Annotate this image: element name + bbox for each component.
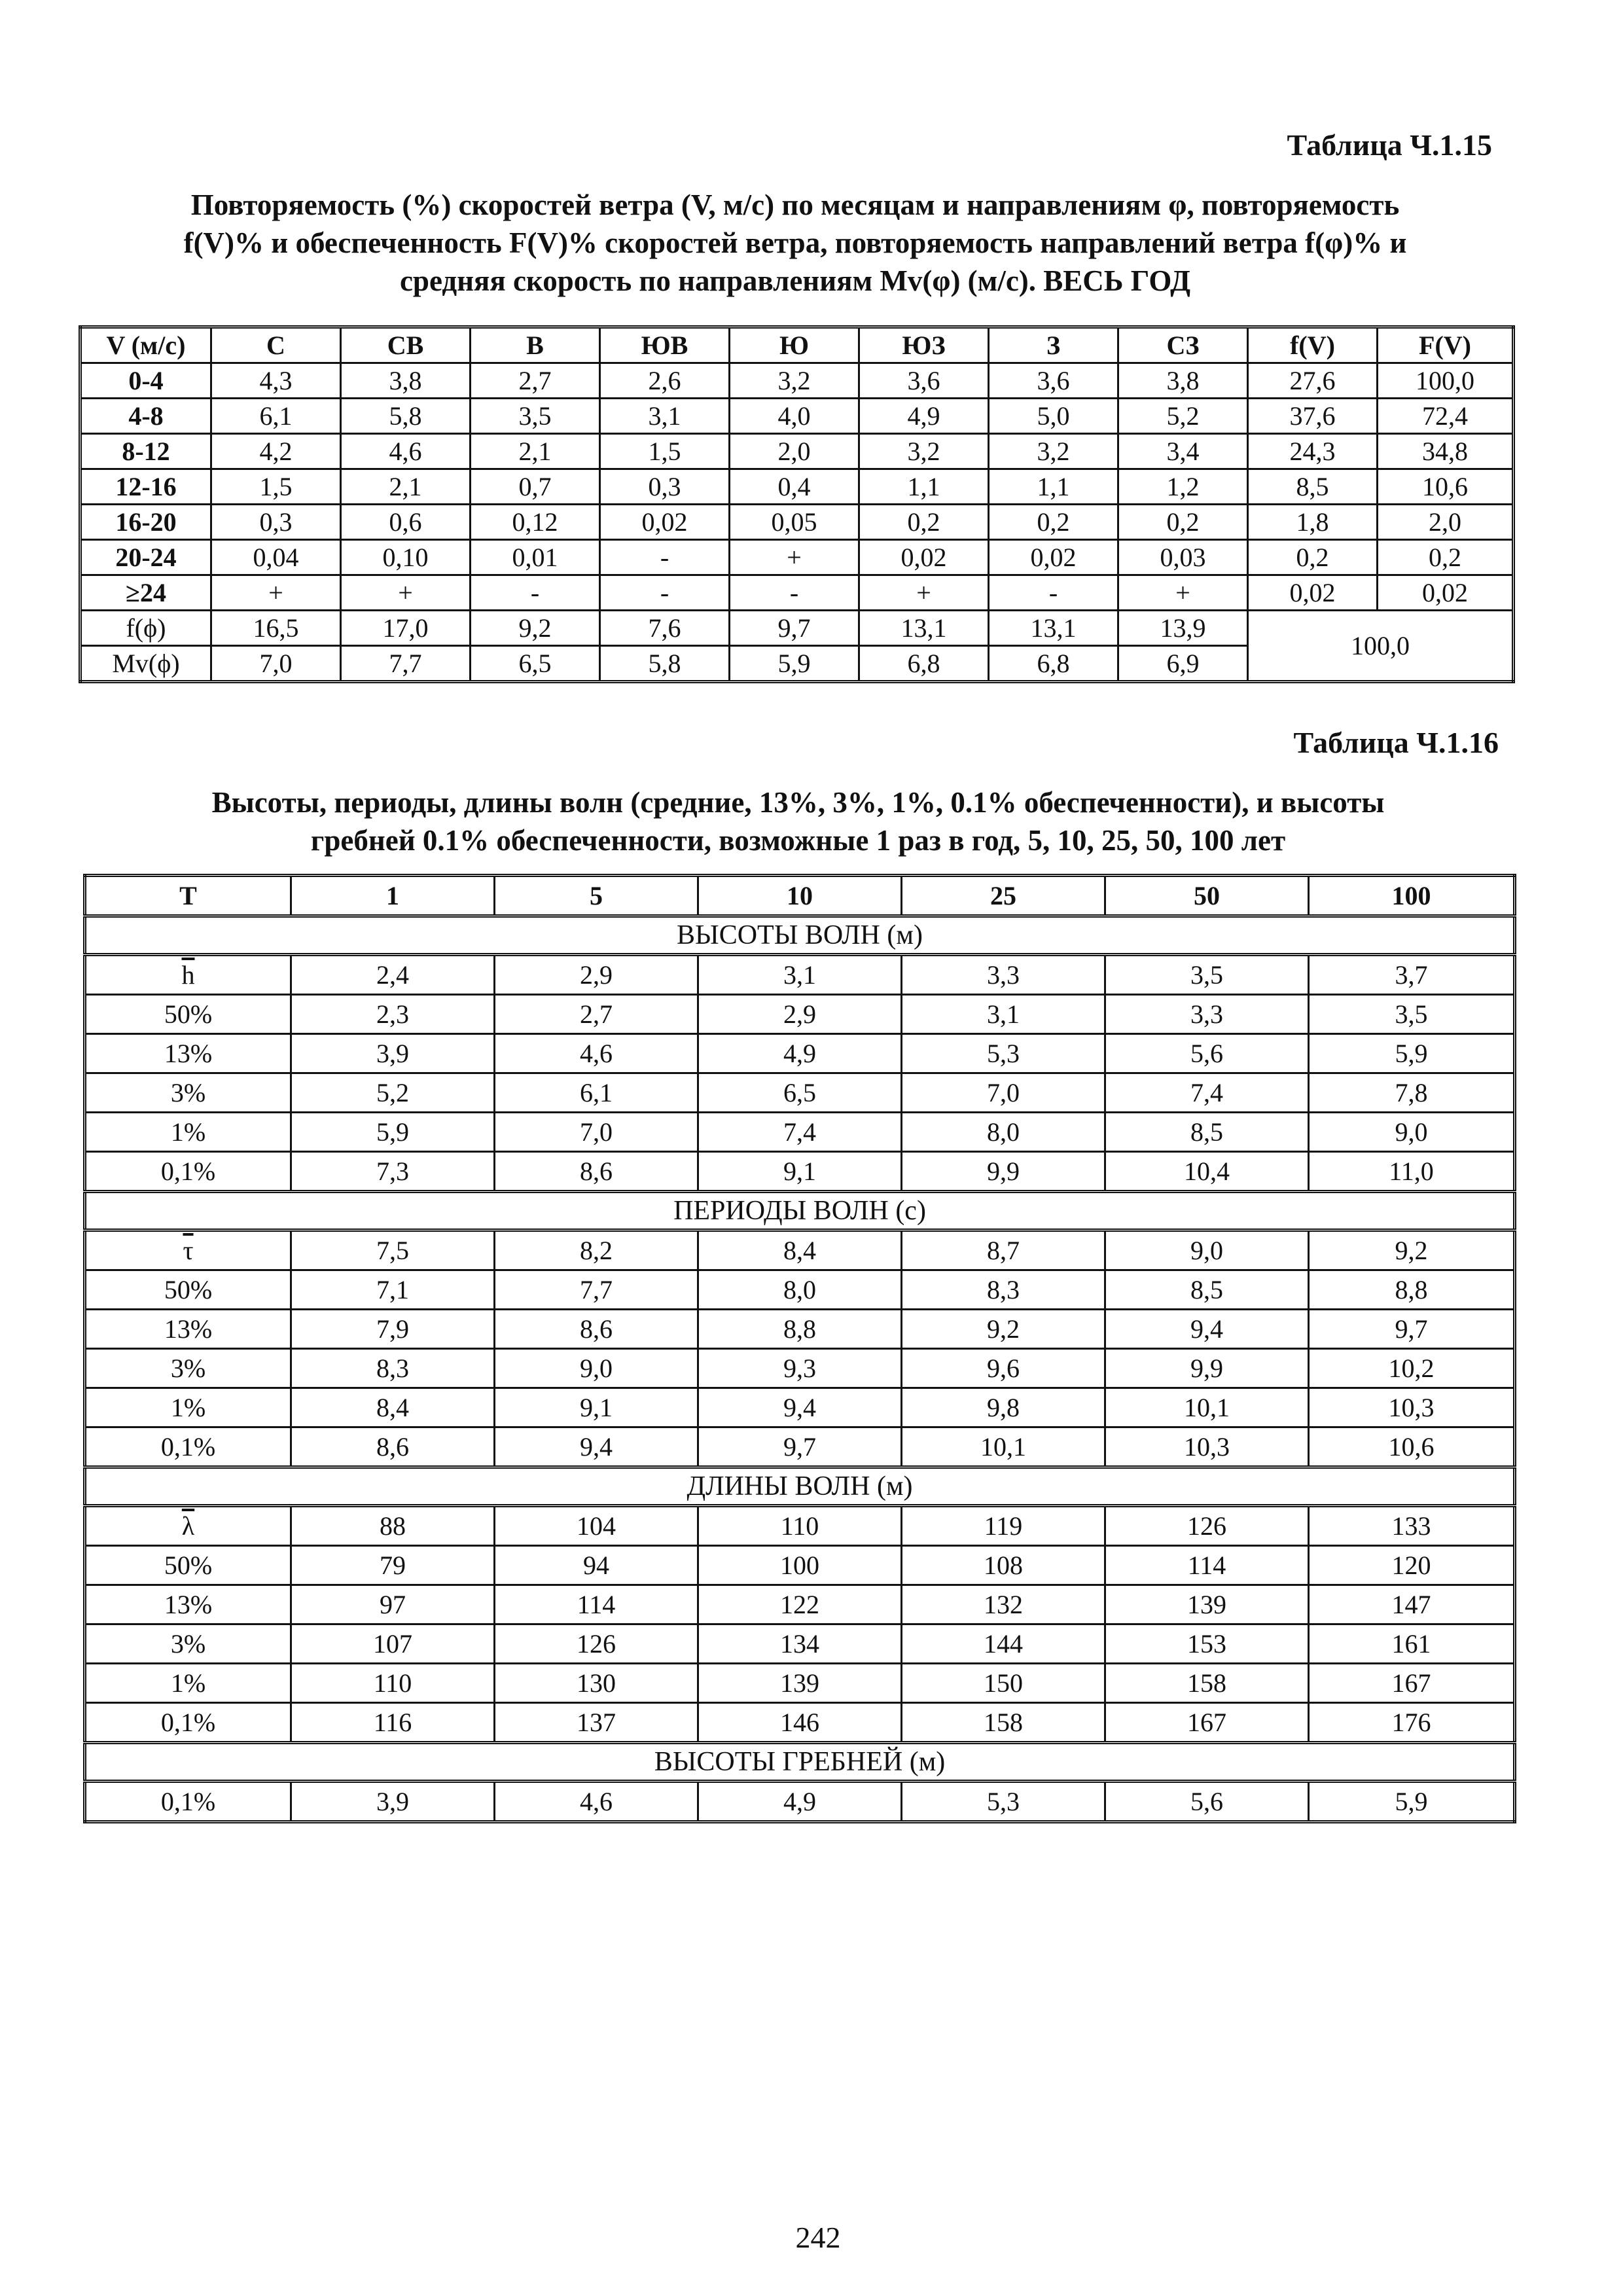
table1-header-cell: ЮВ	[600, 327, 730, 363]
table1-header-cell: f(V)	[1248, 327, 1378, 363]
table-cell: 5,2	[291, 1073, 495, 1113]
speed-range-cell: ≥24	[80, 575, 211, 611]
table2-header-cell: 10	[698, 876, 902, 916]
section-title-cell: ДЛИНЫ ВОЛН (м)	[85, 1467, 1515, 1506]
table-cell: 7,0	[211, 646, 341, 682]
table-cell: 79	[291, 1546, 495, 1585]
table-cell: 7,1	[291, 1270, 495, 1310]
table-cell: 9,7	[1309, 1310, 1515, 1349]
table2-title	[83, 783, 1513, 859]
table-row	[85, 1506, 1515, 1546]
table-cell: 126	[1105, 1506, 1309, 1546]
table-cell: +	[730, 540, 859, 575]
table-cell: 9,0	[495, 1349, 698, 1388]
table-cell: 4,3	[211, 363, 341, 399]
table-cell: 0,2	[989, 505, 1118, 540]
row-label-cell: f(ϕ)	[80, 611, 211, 646]
table-cell: 2,9	[698, 995, 902, 1034]
table-row	[80, 363, 1514, 399]
table-cell: 104	[495, 1506, 698, 1546]
table-row	[80, 469, 1514, 505]
table-cell: 0,02	[859, 540, 989, 575]
table-cell: 0,3	[600, 469, 730, 505]
table-cell: 5,2	[1118, 399, 1248, 434]
table-cell: 161	[1309, 1624, 1515, 1664]
table-cell: 108	[902, 1546, 1105, 1585]
table-cell: 3,8	[1118, 363, 1248, 399]
table-row	[85, 1113, 1515, 1152]
table1-header-cell: С	[211, 327, 341, 363]
section-title-row	[85, 1467, 1515, 1506]
speed-range-cell: 12-16	[80, 469, 211, 505]
table-cell: -	[989, 575, 1118, 611]
table-cell: 0,7	[471, 469, 600, 505]
table-cell: 2,1	[341, 469, 471, 505]
table-cell: 2,4	[291, 955, 495, 995]
table-cell: 0,4	[730, 469, 859, 505]
table-row	[80, 399, 1514, 434]
table-cell: 3,1	[600, 399, 730, 434]
table-cell: 5,0	[989, 399, 1118, 434]
section-title-row	[85, 1743, 1515, 1782]
row-label-cell: 0,1%	[85, 1703, 291, 1743]
table-cell: 4,9	[859, 399, 989, 434]
table-cell: 4,9	[698, 1034, 902, 1073]
table-cell: 9,4	[1105, 1310, 1309, 1349]
section-title-row	[85, 1192, 1515, 1230]
table-cell: 137	[495, 1703, 698, 1743]
table-cell: 0,2	[1378, 540, 1514, 575]
table-cell: 8,8	[698, 1310, 902, 1349]
table-cell: 3,1	[902, 995, 1105, 1034]
table-cell: 72,4	[1378, 399, 1514, 434]
table-row	[85, 1703, 1515, 1743]
table-cell: 4,2	[211, 434, 341, 469]
table-row	[85, 1349, 1515, 1388]
table-cell: 9,7	[730, 611, 859, 646]
table-cell: 7,5	[291, 1230, 495, 1270]
table-row	[85, 1310, 1515, 1349]
table-cell: 3,5	[471, 399, 600, 434]
table-cell: 7,0	[495, 1113, 698, 1152]
section-title-row	[85, 916, 1515, 955]
table-cell: 100	[698, 1546, 902, 1585]
table-cell: 5,3	[902, 1782, 1105, 1822]
table-row	[85, 955, 1515, 995]
table-cell: 10,1	[1105, 1388, 1309, 1427]
table-cell: 3,8	[341, 363, 471, 399]
table-cell: +	[211, 575, 341, 611]
table1-header-cell: В	[471, 327, 600, 363]
table-cell: 167	[1105, 1703, 1309, 1743]
speed-range-cell: 16-20	[80, 505, 211, 540]
table-cell: 7,9	[291, 1310, 495, 1349]
table-cell: 2,9	[495, 955, 698, 995]
table-cell: 0,02	[989, 540, 1118, 575]
table-cell: 4,0	[730, 399, 859, 434]
speed-range-cell: 20-24	[80, 540, 211, 575]
table-cell: 7,4	[698, 1113, 902, 1152]
page-number: 242	[795, 2221, 841, 2254]
table-cell: 0,02	[1378, 575, 1514, 611]
table-cell: 3,2	[730, 363, 859, 399]
table-cell: 1,8	[1248, 505, 1378, 540]
table-cell: 8,0	[902, 1113, 1105, 1152]
table-cell: 2,0	[1378, 505, 1514, 540]
table-cell: 2,3	[291, 995, 495, 1034]
table-cell: 13,1	[859, 611, 989, 646]
table-cell: 139	[1105, 1585, 1309, 1624]
table-cell: 8,6	[495, 1310, 698, 1349]
speed-range-cell: 8-12	[80, 434, 211, 469]
table-cell: 176	[1309, 1703, 1515, 1743]
table-row	[85, 1546, 1515, 1585]
table-cell: 5,6	[1105, 1034, 1309, 1073]
speed-range-cell: 0-4	[80, 363, 211, 399]
table-cell: 7,3	[291, 1152, 495, 1192]
table-cell: 100,0	[1378, 363, 1514, 399]
table-cell: 0,02	[1248, 575, 1378, 611]
table-cell: -	[730, 575, 859, 611]
table-cell: 9,0	[1309, 1113, 1515, 1152]
table2-header-cell: T	[85, 876, 291, 916]
table-cell: 150	[902, 1664, 1105, 1703]
row-label-cell: Mv(ϕ)	[80, 646, 211, 682]
table1-title-line-3: средняя скорость по направлениям Mv(φ) (м/с). ВЕСЬ ГОД	[399, 264, 1191, 297]
table-cell: 10,3	[1309, 1388, 1515, 1427]
row-label-cell: 0,1%	[85, 1782, 291, 1822]
speed-range-cell: 4-8	[80, 399, 211, 434]
row-label-cell: $\overline{\lambda}$	[85, 1506, 291, 1546]
table1-header-cell: СВ	[341, 327, 471, 363]
table-cell: 4,6	[495, 1034, 698, 1073]
table-cell: -	[600, 575, 730, 611]
table-cell: 37,6	[1248, 399, 1378, 434]
table1-header-cell: V (м/с)	[80, 327, 211, 363]
table-row	[85, 1034, 1515, 1073]
section-title-cell: ВЫСОТЫ ГРЕБНЕЙ (м)	[85, 1743, 1515, 1782]
table-cell: 2,1	[471, 434, 600, 469]
table-cell: 13,1	[989, 611, 1118, 646]
table-cell: 3,2	[859, 434, 989, 469]
table-cell: 34,8	[1378, 434, 1514, 469]
table-cell: 3,4	[1118, 434, 1248, 469]
table-cell: 1,5	[600, 434, 730, 469]
table-cell: 8,4	[698, 1230, 902, 1270]
table1-title-line-1: Повторяемость (%) скоростей ветра (V, м/с) по месяцам и направлениям φ, повторяемость	[190, 188, 1400, 221]
table-cell: 119	[902, 1506, 1105, 1546]
table-cell: 7,7	[495, 1270, 698, 1310]
table-cell: 6,1	[211, 399, 341, 434]
table-cell: 9,4	[698, 1388, 902, 1427]
table-cell: 116	[291, 1703, 495, 1743]
table-cell: 6,8	[989, 646, 1118, 682]
table-row	[85, 1270, 1515, 1310]
table2-header-cell: 50	[1105, 876, 1309, 916]
table-cell: 4,9	[698, 1782, 902, 1822]
table-cell: 0,12	[471, 505, 600, 540]
table-cell: 5,9	[291, 1113, 495, 1152]
table-row	[80, 575, 1514, 611]
table2-label: Таблица Ч.1.16	[1293, 726, 1499, 759]
table-cell: 9,2	[1309, 1230, 1515, 1270]
table-cell: 3,9	[291, 1782, 495, 1822]
table1-header-cell: ЮЗ	[859, 327, 989, 363]
table-cell: 0,04	[211, 540, 341, 575]
table-cell: 13,9	[1118, 611, 1248, 646]
table-cell: 0,02	[600, 505, 730, 540]
direction-frequency-row	[80, 611, 1514, 646]
table-cell: 107	[291, 1624, 495, 1664]
table-cell: 158	[1105, 1664, 1309, 1703]
table-cell: 9,4	[495, 1427, 698, 1467]
table-cell: 10,4	[1105, 1152, 1309, 1192]
table-cell: 114	[1105, 1546, 1309, 1585]
row-label-cell: 50%	[85, 995, 291, 1034]
row-label-cell: $\overline{h}$	[85, 955, 291, 995]
table-cell: 9,9	[1105, 1349, 1309, 1388]
table-cell: 9,8	[902, 1388, 1105, 1427]
table-cell: 9,0	[1105, 1230, 1309, 1270]
table-cell: 0,3	[211, 505, 341, 540]
row-label-cell: 13%	[85, 1585, 291, 1624]
table-cell: 146	[698, 1703, 902, 1743]
table-cell: 5,9	[1309, 1034, 1515, 1073]
table-cell: 6,5	[698, 1073, 902, 1113]
table-row	[85, 1585, 1515, 1624]
table-cell: -	[471, 575, 600, 611]
table-cell: 8,0	[698, 1270, 902, 1310]
table2-header-cell: 25	[902, 876, 1105, 916]
table-cell: 0,03	[1118, 540, 1248, 575]
table-cell: 5,8	[600, 646, 730, 682]
wind-speed-table	[79, 325, 1515, 683]
table1-label: Таблица Ч.1.15	[1287, 128, 1492, 162]
row-label-cell: 3%	[85, 1073, 291, 1113]
table-cell: 0,01	[471, 540, 600, 575]
table-cell: 1,2	[1118, 469, 1248, 505]
table-cell: 10,6	[1309, 1427, 1515, 1467]
table-cell: 1,1	[859, 469, 989, 505]
table-cell: 110	[291, 1664, 495, 1703]
table-cell: 0,2	[1248, 540, 1378, 575]
table-cell: 5,8	[341, 399, 471, 434]
table-cell: 2,7	[495, 995, 698, 1034]
table-cell: 9,7	[698, 1427, 902, 1467]
table-cell: 2,7	[471, 363, 600, 399]
table-cell: 3,6	[989, 363, 1118, 399]
table-cell: 126	[495, 1624, 698, 1664]
row-label-cell: 13%	[85, 1034, 291, 1073]
table-cell: 8,2	[495, 1230, 698, 1270]
table-cell: 7,4	[1105, 1073, 1309, 1113]
table-row	[80, 505, 1514, 540]
table-cell: 5,9	[1309, 1782, 1515, 1822]
table-cell: 139	[698, 1664, 902, 1703]
table-cell: 2,6	[600, 363, 730, 399]
table-cell: 7,8	[1309, 1073, 1515, 1113]
total-cell: 100,0	[1248, 611, 1514, 682]
table-cell: 9,6	[902, 1349, 1105, 1388]
table-cell: 8,3	[291, 1349, 495, 1388]
table1-header-cell: З	[989, 327, 1118, 363]
table-cell: 167	[1309, 1664, 1515, 1703]
table-cell: 1,1	[989, 469, 1118, 505]
table-cell: 9,9	[902, 1152, 1105, 1192]
table-cell: 8,5	[1248, 469, 1378, 505]
table-cell: 6,8	[859, 646, 989, 682]
table-cell: 6,9	[1118, 646, 1248, 682]
table-cell: 8,6	[495, 1152, 698, 1192]
table-cell: 1,5	[211, 469, 341, 505]
table-cell: 0,10	[341, 540, 471, 575]
table-cell: 24,3	[1248, 434, 1378, 469]
table-row	[85, 1782, 1515, 1822]
table-cell: 5,3	[902, 1034, 1105, 1073]
row-label-cell: 3%	[85, 1349, 291, 1388]
row-label-cell: 1%	[85, 1664, 291, 1703]
table-cell: 3,6	[859, 363, 989, 399]
table1-title	[79, 186, 1512, 300]
row-label-cell: 13%	[85, 1310, 291, 1349]
section-title-cell: ПЕРИОДЫ ВОЛН (с)	[85, 1192, 1515, 1230]
table-cell: 153	[1105, 1624, 1309, 1664]
table-cell: +	[341, 575, 471, 611]
table-cell: 3,7	[1309, 955, 1515, 995]
row-label-cell: $\overline{\tau}$	[85, 1230, 291, 1270]
table-cell: 94	[495, 1546, 698, 1585]
table-row	[85, 1073, 1515, 1113]
table2-title-line-1: Высоты, периоды, длины волн (средние, 13%, 3%, 1%, 0.1% обеспеченности), и высоты	[211, 786, 1385, 819]
table2-title-line-2: гребней 0.1% обеспеченности, возможные 1 раз в год, 5, 10, 25, 50, 100 лет	[310, 824, 1286, 857]
table1-header-cell: F(V)	[1378, 327, 1514, 363]
row-label-cell: 1%	[85, 1388, 291, 1427]
table-cell: 7,7	[341, 646, 471, 682]
table-cell: 8,4	[291, 1388, 495, 1427]
row-label-cell: 50%	[85, 1270, 291, 1310]
table-cell: 9,3	[698, 1349, 902, 1388]
table-cell: 3,3	[902, 955, 1105, 995]
table-row	[80, 540, 1514, 575]
row-label-cell: 50%	[85, 1546, 291, 1585]
table-cell: 0,2	[859, 505, 989, 540]
table-cell: 8,3	[902, 1270, 1105, 1310]
table-cell: 133	[1309, 1506, 1515, 1546]
table-cell: 0,6	[341, 505, 471, 540]
table-row	[85, 1152, 1515, 1192]
table2-header-cell: 5	[495, 876, 698, 916]
table-cell: 4,6	[495, 1782, 698, 1822]
table-cell: 10,1	[902, 1427, 1105, 1467]
table-cell: 4,6	[341, 434, 471, 469]
table-cell: 3,5	[1105, 955, 1309, 995]
table-cell: 0,05	[730, 505, 859, 540]
table2-header-row	[85, 876, 1515, 916]
table-cell: 10,3	[1105, 1427, 1309, 1467]
table-cell: 17,0	[341, 611, 471, 646]
table-row	[85, 1230, 1515, 1270]
table1-header-row	[80, 327, 1514, 363]
table-cell: 97	[291, 1585, 495, 1624]
table-cell: 3,9	[291, 1034, 495, 1073]
table-cell: 5,9	[730, 646, 859, 682]
table-cell: 3,1	[698, 955, 902, 995]
table-cell: 7,0	[902, 1073, 1105, 1113]
table-cell: 147	[1309, 1585, 1515, 1624]
table-cell: 10,2	[1309, 1349, 1515, 1388]
table-cell: 3,3	[1105, 995, 1309, 1034]
row-label-cell: 0,1%	[85, 1427, 291, 1467]
table-row	[85, 995, 1515, 1034]
table-row	[85, 1664, 1515, 1703]
row-label-cell: 1%	[85, 1113, 291, 1152]
section-title-cell: ВЫСОТЫ ВОЛН (м)	[85, 916, 1515, 955]
table1-header-cell: СЗ	[1118, 327, 1248, 363]
table-cell: 27,6	[1248, 363, 1378, 399]
table-cell: 158	[902, 1703, 1105, 1743]
table2-header-cell: 1	[291, 876, 495, 916]
table-cell: 120	[1309, 1546, 1515, 1585]
table-cell: 110	[698, 1506, 902, 1546]
table-cell: 132	[902, 1585, 1105, 1624]
table-cell: 8,8	[1309, 1270, 1515, 1310]
table1-header-cell: Ю	[730, 327, 859, 363]
table-cell: 6,5	[471, 646, 600, 682]
table-cell: 122	[698, 1585, 902, 1624]
table-cell: 9,2	[902, 1310, 1105, 1349]
table-cell: 10,6	[1378, 469, 1514, 505]
table-cell: +	[1118, 575, 1248, 611]
table-row	[85, 1388, 1515, 1427]
table-cell: +	[859, 575, 989, 611]
row-label-cell: 3%	[85, 1624, 291, 1664]
table-cell: -	[600, 540, 730, 575]
table-cell: 134	[698, 1624, 902, 1664]
table-cell: 8,6	[291, 1427, 495, 1467]
table-cell: 0,2	[1118, 505, 1248, 540]
table-cell: 2,0	[730, 434, 859, 469]
table-cell: 8,5	[1105, 1270, 1309, 1310]
table-cell: 144	[902, 1624, 1105, 1664]
table-cell: 9,1	[495, 1388, 698, 1427]
table-row	[85, 1624, 1515, 1664]
table-cell: 6,1	[495, 1073, 698, 1113]
table-cell: 8,5	[1105, 1113, 1309, 1152]
table-cell: 88	[291, 1506, 495, 1546]
wave-parameters-table	[83, 874, 1516, 1823]
table-cell: 130	[495, 1664, 698, 1703]
table-cell: 16,5	[211, 611, 341, 646]
table-cell: 9,2	[471, 611, 600, 646]
table-cell: 114	[495, 1585, 698, 1624]
table-cell: 3,2	[989, 434, 1118, 469]
row-label-cell: 0,1%	[85, 1152, 291, 1192]
table-cell: 3,5	[1309, 995, 1515, 1034]
table-cell: 11,0	[1309, 1152, 1515, 1192]
table-row	[85, 1427, 1515, 1467]
table-cell: 7,6	[600, 611, 730, 646]
table1-title-line-2: f(V)% и обеспеченность F(V)% скоростей ветра, повторяемость направлений ветра f(φ)% и	[183, 226, 1407, 259]
table-cell: 9,1	[698, 1152, 902, 1192]
table-cell: 5,6	[1105, 1782, 1309, 1822]
table-cell: 8,7	[902, 1230, 1105, 1270]
table2-header-cell: 100	[1309, 876, 1515, 916]
table-row	[80, 434, 1514, 469]
